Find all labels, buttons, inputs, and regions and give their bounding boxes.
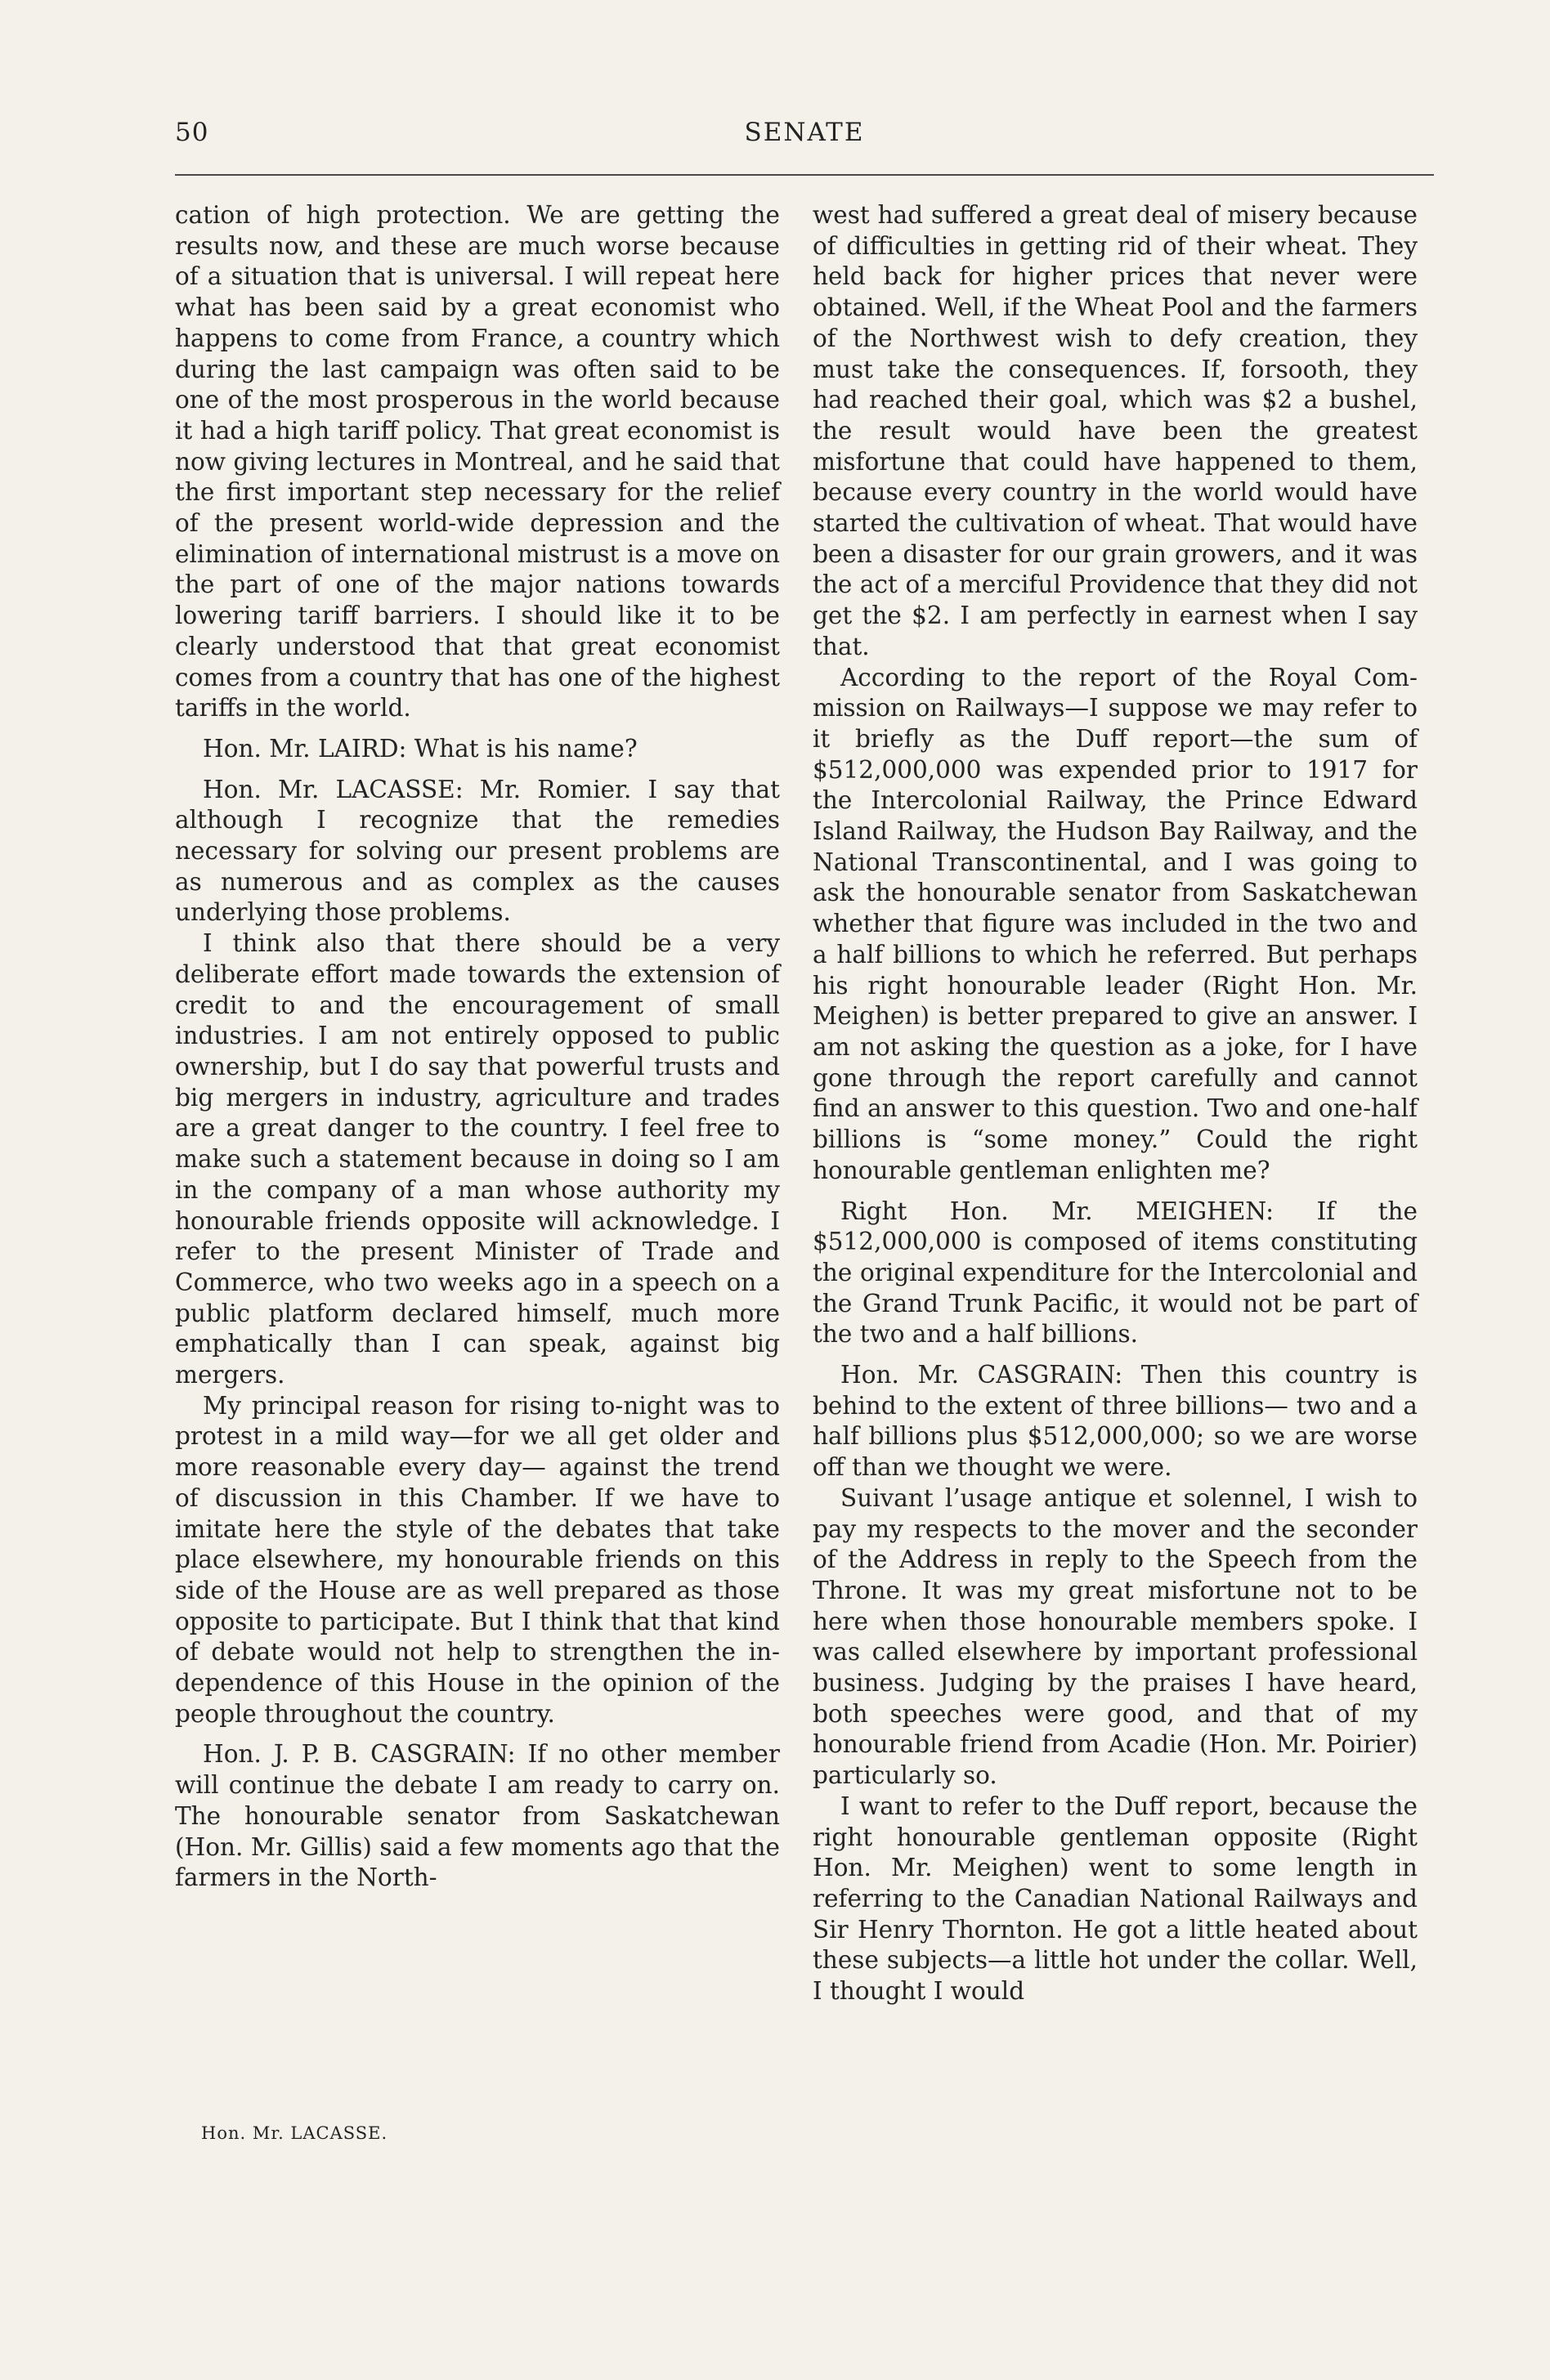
paragraph: Suivant l’usage antique et solennel, I wish to pay my respects to the mover and the seconder of the Address in reply to the Speech from the Throne. It was my great misfortune not to be here when those honourable members spoke. I was called elsewhere by important professional business. Judging by the praises I have heard, both speeches were good, and that of my honourable friend from Acadie (Hon. Mr. Poirier) particularly so. <box>813 1483 1418 1790</box>
header-rule <box>175 174 1434 176</box>
left-column <box>175 200 780 1894</box>
running-head: SENATE <box>744 118 865 147</box>
paragraph: Hon. Mr. LACASSE: Mr. Romier. I say that although I recognize that the remedies necessary for solving our present problems are as numerous and as complex as the causes underlying those problems. <box>175 775 780 927</box>
paragraph: Hon. Mr. LAIRD: What is his name? <box>203 734 638 763</box>
paragraph: I think also that there should be a very deliberate effort made towards the extension of credit to and the encouragement of small industries. I am not entirely opposed to public ownership, but I do say that powerful trusts and big mergers in industry, agriculture and trades are a great danger to the country. I feel free to make such a statement because in doing so I am in the company of a man whose authority my honourable friends opposite will acknowledge. I refer to the present Minister of Trade and Commerce, who two weeks ago in a speech on a public platform declared himself, much more emphatically than I can speak, against big mergers. <box>175 929 780 1389</box>
paragraph: According to the report of the Royal Commission on Railways—I suppose we may refer to it briefly as the Duff report—the sum of $512,000,000 was expended prior to 1917 for the Intercolonial Railway, the Prince Edward Island Railway, the Hudson Bay Railway, and the National Transcontinental, and I was going to ask the honourable senator from Saskatchewan whether that figure was included in the two and a half billions to which he referred. But perhaps his right honourable leader (Right Hon. Mr. Meighen) is better prepared to give an answer. I am not asking the question as a joke, for I have gone through the report carefully and cannot find an answer to this question. Two and one-half billions is “some money.” Could the right honourable gentleman enlighten me? <box>813 663 1418 1184</box>
paragraph: west had suffered a great deal of misery because of difficulties in getting rid of their wheat. They held back for higher prices that never were obtained. Well, if the Wheat Pool and the farmers of the Northwest wish to defy creation, they must take the consequences. If, forsooth, they had reached their goal, which was $2 a bushel, the result would have been the greatest misfortune that could have happened to them, because every country in the world would have started the cultivation of wheat. That would have been a disaster for our grain growers, and it was the act of a merciful Providence that they did not get the $2. I am perfectly in earnest when I say that. <box>813 201 1418 660</box>
page-header <box>175 118 1434 157</box>
right-column <box>813 200 1418 2007</box>
paragraph: My principal reason for rising to-night was to protest in a mild way—for we all get older and more reasonable every day— against the trend of discussion in this Chamber. If we have to imitate here the style of the debates that take place elsewhere, my honourable friends on this side of the House are as well prepared as those opposite to participate. But I think that that kind of debate would not help to strengthen the independence of this House in the opinion of the people throughout the country. <box>175 1391 780 1728</box>
paragraph: Hon. Mr. CASGRAIN: Then this country is behind to the extent of three billions— two and a half billions plus $512,000,000; so we are worse off than we thought we were. <box>813 1361 1418 1482</box>
footer-speaker-note: Hon. Mr. LACASSE. <box>201 2123 388 2143</box>
paragraph: I want to refer to the Duff report, because the right honourable gentleman opposite (Right Hon. Mr. Meighen) went to some length in referring to the Canadian National Railways and Sir Henry Thornton. He got a little heated about these subjects—a little hot under the collar. Well, I thought I would <box>813 1792 1418 2006</box>
paragraph: Hon. J. P. B. CASGRAIN: If no other member will continue the debate I am ready to carry on. The honourable senator from Saskatchewan (Hon. Mr. Gillis) said a few moments ago that the farmers in the North- <box>175 1740 780 1892</box>
page-number: 50 <box>175 118 209 147</box>
paragraph: Right Hon. Mr. MEIGHEN: If the $512,000,000 is composed of items constituting the original expenditure for the Intercolonial and the Grand Trunk Pacific, it would not be part of the two and a half billions. <box>813 1197 1418 1349</box>
paragraph: cation of high protection. We are getting the results now, and these are much worse because of a situation that is universal. I will repeat here what has been said by a great economist who happens to come from France, a country which during the last campaign was often said to be one of the most prosperous in the world because it had a high tariff policy. That great economist is now giving lectures in Montreal, and he said that the first important step necessary for the relief of the present world-wide depression and the elimination of international mistrust is a move on the part of one of the major nations towards lowering tariff barriers. I should like it to be clearly understood that that great economist comes from a country that has one of the highest tariffs in the world. <box>175 201 780 722</box>
